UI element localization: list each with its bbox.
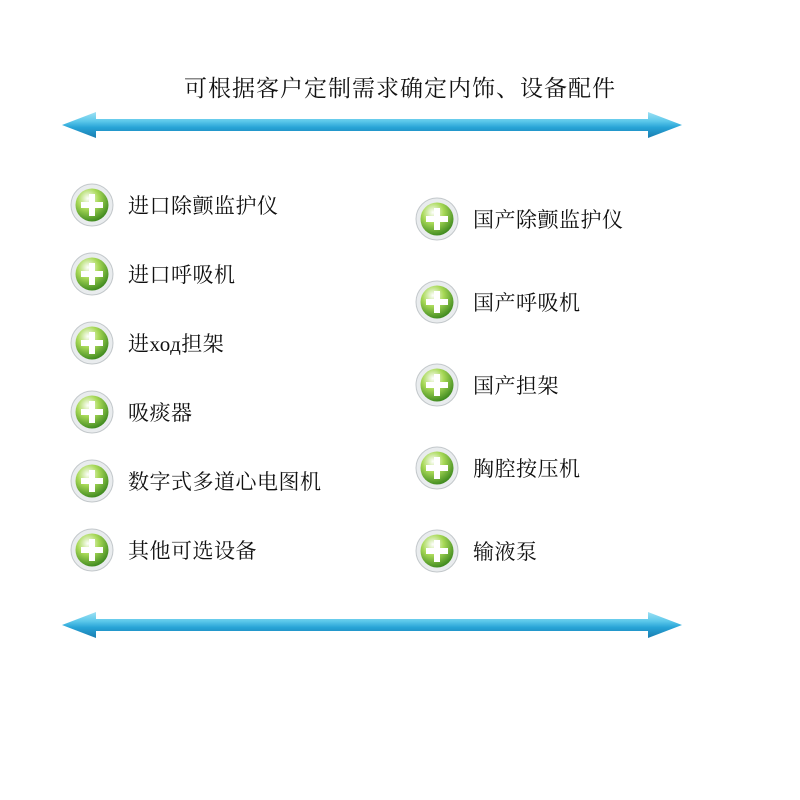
list-item[interactable] [415,336,745,419]
list-item[interactable] [70,377,400,446]
list-item-label: 国产除颤监护仪 [473,207,624,232]
list-item-label: 数字式多道心电图机 [128,469,322,494]
double-arrow-bar-bottom [62,612,682,638]
list-item-label: 国产呼吸机 [473,290,581,315]
list-item[interactable] [415,502,745,585]
green-plus-icon [70,321,114,365]
green-plus-icon [70,252,114,296]
list-item[interactable] [415,419,745,502]
list-item-label: 输液泵 [473,539,538,564]
list-item[interactable] [415,253,745,336]
list-item-label: 进ход担架 [128,331,225,356]
list-item[interactable] [415,170,745,253]
list-item-label: 吸痰器 [128,400,193,425]
list-item-label: 国产担架 [473,373,559,398]
double-arrow-bar-top [62,112,682,138]
green-plus-icon [415,197,459,241]
green-plus-icon [70,459,114,503]
list-item[interactable] [70,170,400,239]
green-plus-icon [70,183,114,227]
green-plus-icon [415,280,459,324]
list-item[interactable] [70,515,400,584]
list-item-label: 进口呼吸机 [128,262,236,287]
green-plus-icon [70,528,114,572]
list-item-label: 胸腔按压机 [473,456,581,481]
green-plus-icon [70,390,114,434]
list-item[interactable] [70,239,400,308]
double-headed-arrow-icon [62,612,682,638]
list-item[interactable] [70,308,400,377]
equipment-list-right [415,170,745,585]
green-plus-icon [415,529,459,573]
equipment-list-left [70,170,400,584]
list-item-label: 其他可选设备 [128,538,257,563]
list-item-label: 进口除颤监护仪 [128,193,279,218]
double-headed-arrow-icon [62,112,682,138]
green-plus-icon [415,446,459,490]
page-title: 可根据客户定制需求确定内饰、设备配件 [184,76,616,101]
list-item[interactable] [70,446,400,515]
green-plus-icon [415,363,459,407]
